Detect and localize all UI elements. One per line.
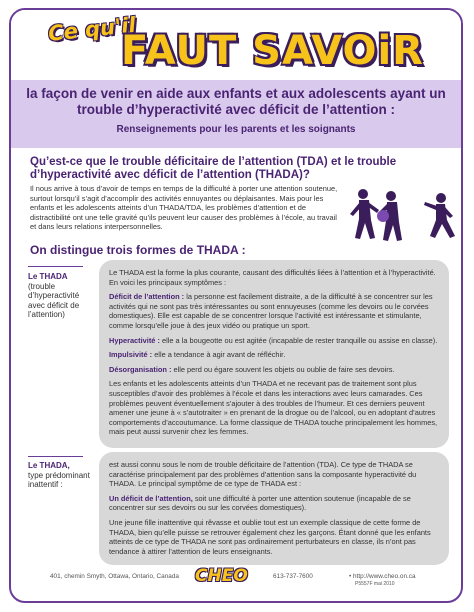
form1-symptom-attention-term: Déficit de l’attention : bbox=[109, 292, 185, 302]
brand-small-text: Ce qu'il bbox=[47, 12, 137, 46]
footer-address: 401, chemin Smyth, Ottawa, Ontario, Canada bbox=[50, 573, 179, 580]
form1-symptom-hyperactivity bbox=[109, 336, 441, 346]
page-frame bbox=[9, 8, 463, 603]
intro-heading: Qu’est-ce que le trouble déficitaire de l’attention (TDA) et le trouble d’hyperactivité avec déficit de l’attention (THADA)? bbox=[30, 156, 397, 181]
form1-symptom-hyperactivity-term: Hyperactivité : bbox=[109, 335, 160, 345]
intro-text: Il nous arrive à tous d’avoir de temps en temps de la difficulté à porter une attention soutenue, surtout lorsqu’il s’agit d’accomplir des activités ennuyantes ou déplaisantes. Mais pour les enfants et les adolescents atteints d’un THADA/TDA, les problèmes d’attention et de distractibilité ont une telle gravité qu’ils peuvent leur causer des problèmes à l’école, au travail et dans leurs relations interpersonnelles. bbox=[30, 184, 338, 232]
footer-document-code: P5557F mai 2010 bbox=[355, 581, 395, 587]
forms-heading: On distingue trois formes de THADA : bbox=[30, 243, 246, 257]
form2-panel bbox=[99, 452, 449, 565]
form1-intro: Le THADA est la forme la plus courante, causant des difficultés liées à l’attention et à l’hyperactivité. En voici les principaux symptômes : bbox=[109, 268, 436, 287]
title-band bbox=[11, 80, 461, 148]
form1-divider bbox=[28, 266, 83, 267]
form1-label-lead: Le THADA bbox=[28, 272, 68, 281]
form1-label bbox=[28, 272, 98, 320]
children-playing-illustration bbox=[347, 186, 457, 252]
form1-panel bbox=[99, 260, 449, 448]
form2-symptom-attention-term: Un déficit de l’attention, bbox=[109, 493, 193, 503]
header bbox=[11, 10, 461, 78]
form2-label-lead: Le THADA, bbox=[28, 461, 70, 470]
form1-symptom-hyperactivity-text: elle a la bougeotte ou est agitée (incapable de rester tranquille ou assise en classe). bbox=[162, 335, 438, 345]
form1-symptom-disorganization-text: elle perd ou égare souvent les objets ou oublie de faire ses devoirs. bbox=[173, 364, 395, 374]
form1-symptom-attention bbox=[109, 292, 441, 330]
form2-example: Une jeune fille inattentive qui rêvasse et oublie tout est un exemple classique de cette forme de THADA, bien qu’elle puisse se retrouver également chez les garçons. Étant donné que les enfants atteints de ce type de THADA ne sont pas ordinairement perturbateurs en classe, ils n’ont pas tendance à attirer l’attention de leurs enseignants. bbox=[109, 517, 431, 556]
form1-symptom-attention-text: la personne est facilement distraite, a de la difficulté à se concentrer sur les activités qui ne sont pas très intéressantes ou sont ennuyeuses (comme les devoirs ou le corvées domestiques). Elle est capable de se concentrer lorsque l’activité est intéressante et stimulante, comme lorsqu’elle joue à des jeux vidéo ou pratique un sport. bbox=[109, 292, 433, 330]
footer-website-link[interactable]: • http://www.cheo.on.ca bbox=[349, 573, 416, 580]
form2-symptom-attention bbox=[109, 494, 441, 513]
footer-phone: 613-737-7600 bbox=[273, 573, 313, 580]
form2-label-rest: type prédominant inattentif : bbox=[28, 470, 90, 489]
cheo-logo: CHEO bbox=[195, 566, 248, 586]
footer bbox=[11, 568, 461, 602]
form1-symptom-impulsivity bbox=[109, 350, 441, 360]
form2-divider bbox=[28, 456, 83, 457]
form2-label bbox=[28, 461, 98, 490]
form1-symptom-impulsivity-text: elle a tendance à agir avant de réfléchir. bbox=[154, 350, 286, 360]
form1-label-rest: (trouble d’hyperactivité avec déficit de l’attention) bbox=[28, 281, 80, 319]
document-subtitle: Renseignements pour les parents et les soignants bbox=[116, 124, 356, 135]
form1-symptom-impulsivity-term: Impulsivité : bbox=[109, 350, 153, 360]
form1-symptom-disorganization bbox=[109, 365, 441, 375]
document-title: la façon de venir en aide aux enfants et aux adolescents ayant un trouble d’hyperactivité avec déficit de l’attention : bbox=[26, 86, 446, 117]
form1-consequences: Les enfants et les adolescents atteints d’un THADA et ne recevant pas de traitement sont plus susceptibles d’avoir des problèmes à l’école et dans les interactions avec leurs camarades. Ces problèmes peuvent éventuellement s’ajouter à des troubles de l’humeur. Et ces derniers peuvent amener une jeune à « s’autotraiter » en prenant de la drogue ou de l’alcool, ou en adoptant d’autres comportements d’accoutumance. La forme classique de THADA touche principalement les hommes, mais peut aussi survenir chez les femmes. bbox=[109, 379, 438, 437]
form2-symptom-attention-text: soit une difficulté à porter une attention soutenue (incapable de se concentrer sur ses devoirs ou sur les corvées domestiques). bbox=[109, 493, 411, 513]
form2-intro: est aussi connu sous le nom de trouble déficitaire de l’attention (TDA). Ce type de THADA se caractérise principalement par des problèmes d’attention sans la composante hyperactivité du THADA. Le principal symptôme de ce type de THADA est : bbox=[109, 460, 417, 489]
brand-title: FAUT SAVOiR bbox=[121, 28, 424, 74]
form1-symptom-disorganization-term: Désorganisation : bbox=[109, 364, 172, 374]
